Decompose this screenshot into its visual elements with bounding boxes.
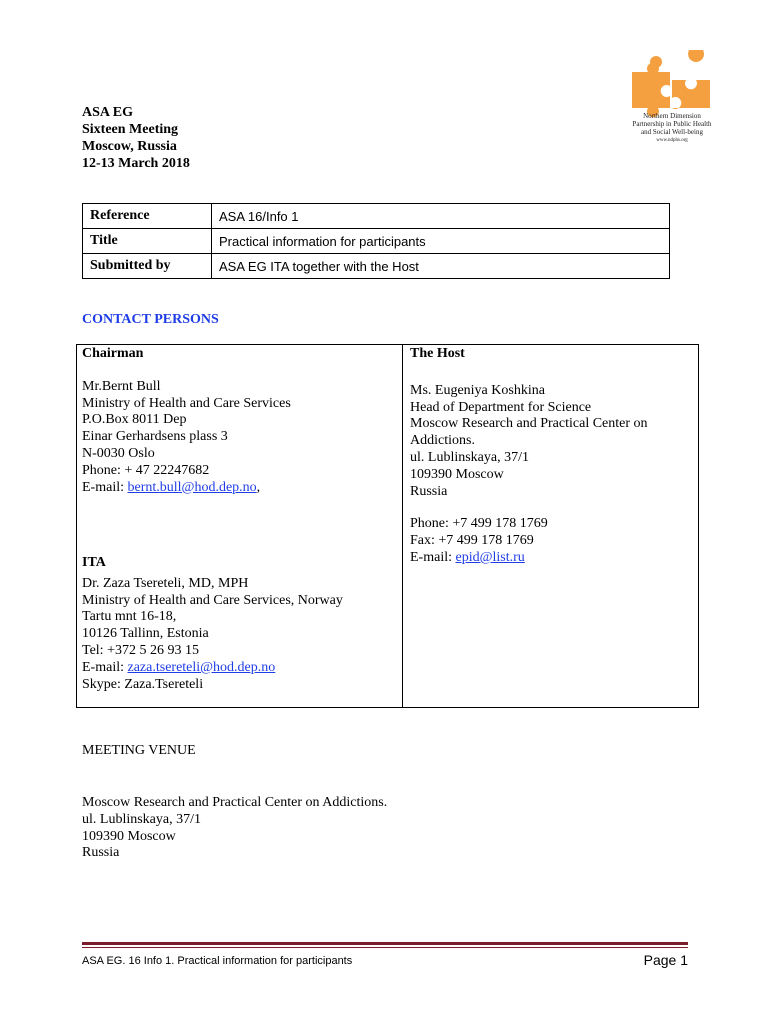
ita-line: Tartu mnt 16-18, bbox=[82, 609, 177, 625]
meeting-venue-title: MEETING VENUE bbox=[82, 743, 196, 758]
page-label: Page bbox=[643, 952, 677, 968]
table-row bbox=[83, 254, 670, 279]
chairman-email-link[interactable]: bernt.bull@hod.dep.no bbox=[127, 479, 257, 495]
header-line-group: ASA EG bbox=[82, 105, 133, 120]
table-value: ASA 16/Info 1 bbox=[212, 204, 670, 229]
chairman-line: Mr.Bernt Bull bbox=[82, 378, 161, 394]
chairman-line: Ministry of Health and Care Services bbox=[82, 395, 291, 411]
table-key: Title bbox=[83, 229, 212, 254]
header-line-location: Moscow, Russia bbox=[82, 139, 177, 154]
host-email-line bbox=[410, 550, 648, 567]
ita-line: Ministry of Health and Care Services, Norway bbox=[82, 592, 343, 608]
logo-caption-line3: and Social Well-being bbox=[641, 128, 703, 136]
table-row bbox=[83, 204, 670, 229]
host-line: ul. Lublinskaya, 37/1 bbox=[410, 449, 529, 465]
chairman-line: P.O.Box 8011 Dep bbox=[82, 412, 187, 428]
host-line: 109390 Moscow bbox=[410, 466, 504, 482]
chairman-line: N-0030 Oslo bbox=[82, 445, 155, 461]
host-line: Moscow Research and Practical Center on bbox=[410, 416, 648, 432]
chairman-block bbox=[82, 346, 291, 496]
header-line-date: 12-13 March 2018 bbox=[82, 156, 190, 171]
logo-caption bbox=[622, 112, 722, 136]
contact-persons-title: CONTACT PERSONS bbox=[82, 312, 219, 327]
chairman-line: Einar Gerhardsens plass 3 bbox=[82, 429, 228, 445]
venue-line: Russia bbox=[82, 845, 120, 861]
ita-line: 10126 Tallinn, Estonia bbox=[82, 626, 209, 642]
contact-divider bbox=[402, 344, 403, 708]
page-number bbox=[620, 952, 688, 968]
table-key: Submitted by bbox=[83, 254, 212, 279]
ita-heading: ITA bbox=[82, 555, 106, 570]
chairman-heading: Chairman bbox=[82, 346, 144, 361]
logo-caption-line1: Northern Dimension bbox=[643, 112, 701, 120]
table-value: Practical information for participants bbox=[212, 229, 670, 254]
chairman-email-line bbox=[82, 480, 291, 497]
footer-rule-thin bbox=[82, 947, 688, 948]
venue-line: ul. Lublinskaya, 37/1 bbox=[82, 811, 201, 827]
footer-title: ASA EG. 16 Info 1. Practical information for participants bbox=[82, 955, 353, 967]
host-fax: Fax: +7 499 178 1769 bbox=[410, 533, 534, 549]
host-heading: The Host bbox=[410, 346, 465, 361]
meeting-header bbox=[82, 104, 190, 172]
ita-email-link[interactable]: zaza.tsereteli@hod.dep.no bbox=[127, 659, 276, 675]
ita-email-line bbox=[82, 660, 343, 677]
host-line: Head of Department for Science bbox=[410, 399, 592, 415]
chairman-line: Phone: + 47 22247682 bbox=[82, 462, 210, 478]
host-phone: Phone: +7 499 178 1769 bbox=[410, 516, 548, 532]
reference-table bbox=[82, 203, 670, 279]
host-block bbox=[410, 346, 648, 567]
host-line: Addictions. bbox=[410, 433, 475, 449]
ita-line: Dr. Zaza Tsereteli, MD, MPH bbox=[82, 575, 249, 591]
table-key: Reference bbox=[83, 204, 212, 229]
email-label: E-mail: bbox=[410, 549, 456, 565]
table-value: ASA EG ITA together with the Host bbox=[212, 254, 670, 279]
page-number-value: 1 bbox=[680, 952, 688, 968]
ita-skype: Skype: Zaza.Tsereteli bbox=[82, 676, 204, 692]
host-line: Ms. Eugeniya Koshkina bbox=[410, 382, 545, 398]
logo-caption-line2: Partnership in Public Health bbox=[632, 120, 712, 128]
footer-rule bbox=[82, 942, 688, 945]
ita-block bbox=[82, 555, 343, 693]
header-line-meeting: Sixteen Meeting bbox=[82, 122, 179, 137]
logo-url: www.ndphs.org bbox=[656, 138, 688, 143]
table-row bbox=[83, 229, 670, 254]
email-label: E-mail: bbox=[82, 479, 128, 495]
venue-line: Moscow Research and Practical Center on Addictions. bbox=[82, 795, 388, 810]
email-suffix: , bbox=[256, 479, 261, 495]
venue-address bbox=[82, 795, 387, 862]
host-line: Russia bbox=[410, 483, 448, 499]
email-label: E-mail: bbox=[82, 659, 128, 675]
ita-line: Tel: +372 5 26 93 15 bbox=[82, 642, 199, 658]
host-email-link[interactable]: epid@list.ru bbox=[455, 549, 525, 565]
venue-line: 109390 Moscow bbox=[82, 828, 176, 844]
